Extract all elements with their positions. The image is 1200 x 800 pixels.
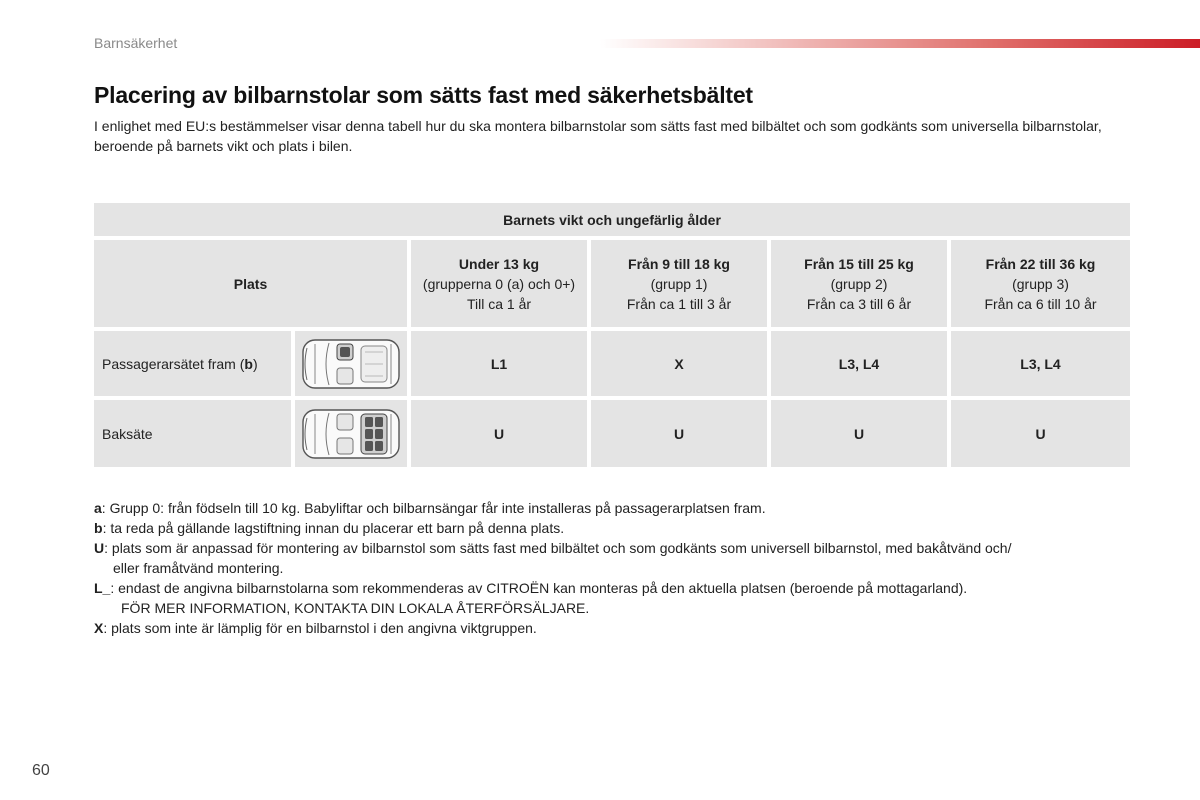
column-group: (grupp 1) xyxy=(650,275,708,292)
footnote xyxy=(94,518,1134,538)
footnote-continuation: eller framåtvänd montering. xyxy=(113,560,284,576)
table-cell: X xyxy=(591,331,767,396)
car-front-seat-diagram xyxy=(295,331,407,396)
footnote-text: : plats som är anpassad för montering av bilbarnstol som sätts fast med bilbältet och som godkänts som universell bilbarnstol, med bakåtvänd och/ xyxy=(104,540,1012,556)
column-group: (grupperna 0 (a) och 0+) xyxy=(422,275,576,292)
row-label-text: Passagerarsätet fram ( xyxy=(102,355,245,372)
column-age: Från ca 1 till 3 år xyxy=(626,295,732,312)
child-seat-table xyxy=(94,203,1130,467)
intro-paragraph: I enlighet med EU:s bestämmelser visar denna tabell hur du ska montera bilbarnstolar som sätts fast med bilbältet och som godkänts som universella bilbarnstolar, beroende på barnets vikt och plats i bilen. xyxy=(94,118,1102,154)
footnote-text: : plats som inte är lämplig för en bilbarnstol i den angivna viktgruppen. xyxy=(103,620,537,636)
footnote-key: a xyxy=(94,500,102,516)
column-title: Från 22 till 36 kg xyxy=(985,255,1096,272)
footnote-text: : ta reda på gällande lagstiftning innan du placerar ett barn på denna plats. xyxy=(102,520,565,536)
footnote xyxy=(94,618,1134,638)
column-header xyxy=(771,240,947,327)
row-label-text: ) xyxy=(252,355,258,372)
column-header xyxy=(591,240,767,327)
footnote-key: X xyxy=(94,620,104,636)
table-cell: U xyxy=(771,400,947,467)
footnote-key: U xyxy=(94,540,105,556)
row-label-text: Baksäte xyxy=(102,425,153,442)
column-age: Från ca 3 till 6 år xyxy=(806,295,912,312)
section-label: Barnsäkerhet xyxy=(94,35,178,51)
table-cell: L1 xyxy=(411,331,587,396)
footnote-text: : endast de angivna bilbarnstolarna som rekommenderas av CITROËN kan monteras på den aktuella platsen (beroende på mottagarland). xyxy=(110,580,968,596)
column-header xyxy=(951,240,1130,327)
table-cell: L3, L4 xyxy=(951,331,1130,396)
column-title: Under 13 kg xyxy=(458,255,540,272)
footnote-continuation: FÖR MER INFORMATION, KONTAKTA DIN LOKALA ÅTERFÖRSÄLJARE. xyxy=(121,600,590,616)
table-cell: U xyxy=(411,400,587,467)
row-label-note: b xyxy=(244,355,253,372)
column-age: Från ca 6 till 10 år xyxy=(984,295,1097,312)
column-group: (grupp 3) xyxy=(1012,275,1069,292)
table-top-header: Barnets vikt och ungefärlig ålder xyxy=(94,203,1130,236)
footnote xyxy=(94,578,1134,598)
footnote xyxy=(94,498,1134,518)
column-age: Till ca 1 år xyxy=(466,295,532,312)
footnote xyxy=(94,538,1134,558)
column-title: Från 9 till 18 kg xyxy=(628,255,730,272)
column-group: (grupp 2) xyxy=(830,275,888,292)
car-top-view-icon xyxy=(299,336,403,392)
footnote-key: L_ xyxy=(94,580,111,596)
column-title: Från 15 till 25 kg xyxy=(804,255,914,272)
plats-header: Plats xyxy=(94,240,407,327)
page-number: 60 xyxy=(32,762,50,779)
row-label-front-seat xyxy=(94,331,291,396)
table-cell: U xyxy=(591,400,767,467)
column-header xyxy=(411,240,587,327)
car-rear-seat-diagram xyxy=(295,400,407,467)
footnote-key: b xyxy=(94,520,103,536)
row-label-rear-seat xyxy=(94,400,291,467)
page-title: Placering av bilbarnstolar som sätts fast med säkerhetsbältet xyxy=(94,82,753,108)
footnote-text: : Grupp 0: från födseln till 10 kg. Babyliftar och bilbarnsängar får inte installeras på passagerarplatsen fram. xyxy=(101,500,766,516)
header-accent-bar xyxy=(600,39,1200,48)
footnotes xyxy=(94,498,1134,638)
table-cell: U xyxy=(951,400,1130,467)
table-cell: L3, L4 xyxy=(771,331,947,396)
car-top-view-icon xyxy=(299,406,403,462)
